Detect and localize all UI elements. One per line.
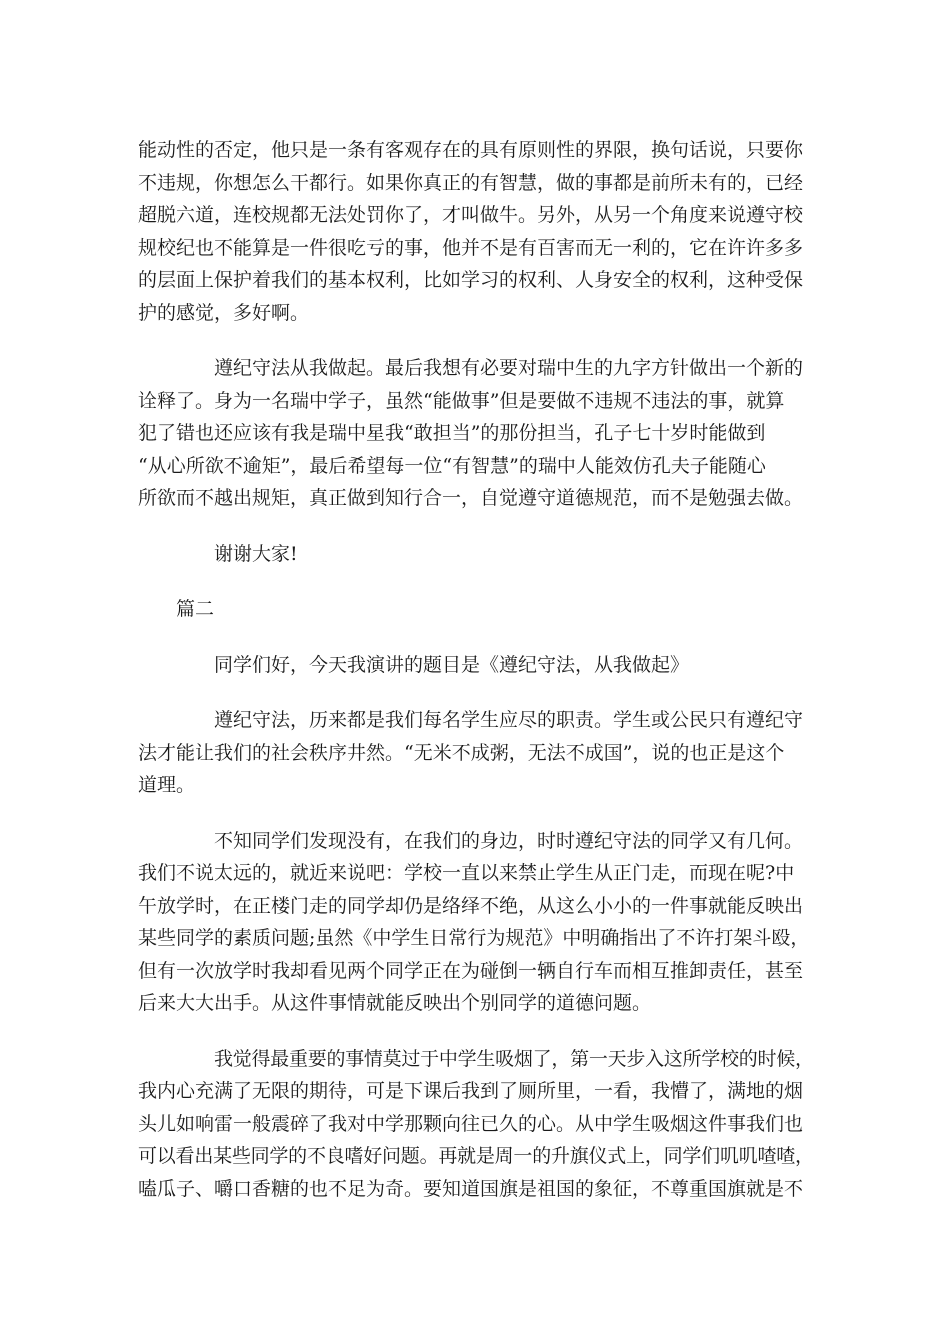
paragraph-5 xyxy=(138,649,814,682)
text-line: 所欲而不越出规矩，真正做到知行合一，自觉遵守道德规范，而不是勉强去做。 xyxy=(138,487,804,509)
text-line: 嗑瓜子、嚼口香糖的也不足为奇。要知道国旗是祖国的象征，不尊重国旗就是不 xyxy=(138,1177,804,1200)
text-line: 某些同学的素质问题;虽然《中学生日常行为规范》中明确指出了不许打架斗殴， xyxy=(138,927,810,949)
text-line: 诠释了。身为一名瑞中学子，虽然“能做事”但是要做不违规不违法的事，就算 xyxy=(138,389,785,412)
text-line: 我内心充满了无限的期待，可是下课后我到了厕所里，一看，我懵了，满地的烟 xyxy=(138,1080,804,1102)
text-line: 规校纪也不能算是一件很吃亏的事，他并不是有百害而无一利的，它在许许多多 xyxy=(138,236,804,259)
text-line: 同学们好，今天我演讲的题目是《遵纪守法，从我做起》 xyxy=(214,653,690,676)
text-line: 的层面上保护着我们的基本权利，比如学习的权利、人身安全的权利，这种受保 xyxy=(138,269,804,291)
text-line: 护的感觉，多好啊。 xyxy=(138,301,310,324)
section-heading xyxy=(138,593,814,626)
paragraph-3 xyxy=(138,538,814,571)
paragraph-7 xyxy=(138,825,814,1020)
text-line: 可以看出某些同学的不良嗜好问题。再就是周一的升旗仪式上，同学们叽叽喳喳， xyxy=(138,1145,814,1167)
text-line: 超脱六道，连校规都无法处罚你了，才叫做牛。另外，从另一个角度来说遵守校 xyxy=(138,204,804,226)
text-line: 不违规，你想怎么干都行。如果你真正的有智慧，做的事都是前所未有的，已经 xyxy=(138,171,804,194)
text-line: 我们不说太远的，就近来说吧：学校一直以来禁止学生从正门走，而现在呢?中 xyxy=(138,862,795,884)
paragraph-8 xyxy=(138,1043,814,1206)
text-line: 午放学时，在正楼门走的同学却仍是络绎不绝，从这么小小的一件事就能反映出 xyxy=(138,894,804,917)
text-line: 篇二 xyxy=(176,598,215,620)
text-line: 法才能让我们的社会秩序井然。“无米不成粥，无法不成国”，说的也正是这个 xyxy=(138,741,785,764)
text-line: 遵纪守法从我做起。最后我想有必要对瑞中生的九字方针做出一个新的 xyxy=(214,357,804,379)
text-line: 我觉得最重要的事情莫过于中学生吸烟了，第一天步入这所学校的时候， xyxy=(214,1047,814,1070)
text-line: 谢谢大家! xyxy=(214,542,298,565)
text-line: 不知同学们发现没有，在我们的身边，时时遵纪守法的同学又有几何。 xyxy=(214,829,804,852)
text-line: 犯了错也还应该有我是瑞中星我“敢担当”的那份担当，孔子七十岁时能做到 xyxy=(138,422,766,444)
text-line: 道理。 xyxy=(138,774,196,796)
text-line: 遵纪守法，历来都是我们每名学生应尽的职责。学生或公民只有遵纪守 xyxy=(214,709,804,731)
paragraph-2 xyxy=(138,352,814,515)
text-line: “从心所欲不逾矩”，最后希望每一位“有智慧”的瑞中人能效仿孔夫子能随心 xyxy=(138,454,766,477)
text-line: 头儿如响雷一般震碎了我对中学那颗向往已久的心。从中学生吸烟这件事我们也 xyxy=(138,1112,804,1135)
text-line: 但有一次放学时我却看见两个同学正在为碰倒一辆自行车而相互推卸责任，甚至 xyxy=(138,959,804,982)
paragraph-1 xyxy=(138,134,814,329)
text-line: 能动性的否定，他只是一条有客观存在的具有原则性的界限，换句话说，只要你 xyxy=(138,139,804,161)
document-body xyxy=(138,134,814,1205)
paragraph-6 xyxy=(138,704,814,802)
text-line: 后来大大出手。从这件事情就能反映出个别同学的道德问题。 xyxy=(138,992,652,1014)
